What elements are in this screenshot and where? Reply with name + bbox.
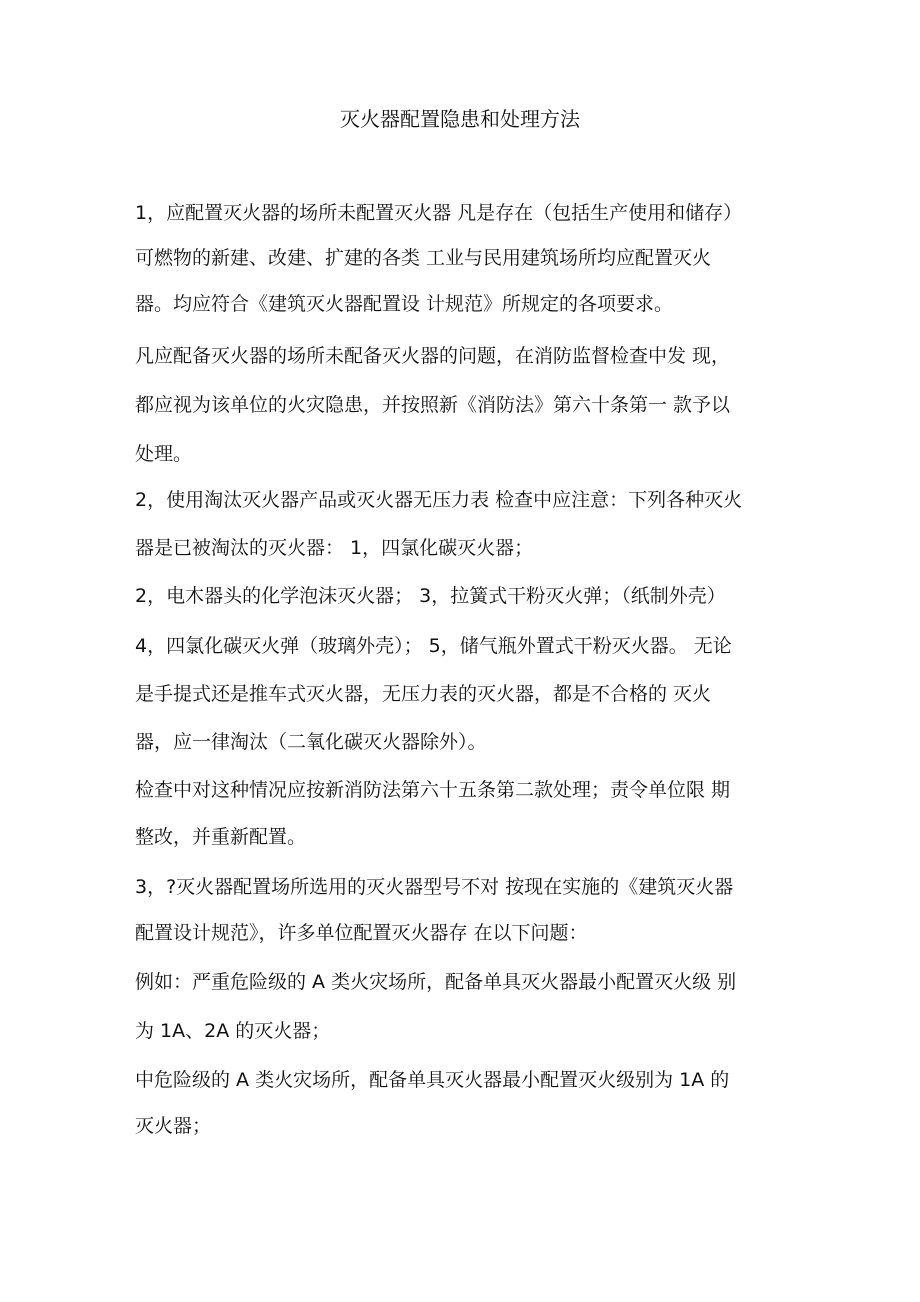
text-line: 2，使用淘汰灭火器产品或灭火器无压力表 检查中应注意：下列各种灭火	[135, 489, 743, 511]
text-line: 配置设计规范》，许多单位配置灭火器存 在以下问题：	[135, 922, 588, 944]
text-line: 处理。	[135, 443, 193, 465]
text-line: 可燃物的新建、改建、扩建的各类 工业与民用建筑场所均应配置灭火	[135, 247, 712, 269]
text-line: 中危险级的 A 类火灾场所，配备单具灭火器最小配置灭火级别为 1A 的	[135, 1069, 730, 1091]
text-line: 检查中对这种情况应按新消防法第六十五条第二款处理；责令单位限 期	[135, 779, 731, 801]
text-line: 器。均应符合《建筑灭火器配置设 计规范》所规定的各项要求。	[135, 293, 674, 315]
text-line: 器是已被淘汰的灭火器： 1，四氯化碳灭火器；	[135, 537, 534, 559]
text-line: 例如：严重危险级的 A 类火灾场所，配备单具灭火器最小配置灭火级 别	[135, 971, 737, 993]
text-line: 2，电木器头的化学泡沫灭火器； 3，拉簧式干粉灭火弹；（纸制外壳）	[135, 585, 726, 607]
text-line: 器，应一律淘汰（二氧化碳灭火器除外）。	[135, 731, 487, 753]
text-line: 4，四氯化碳灭火弹（玻璃外壳）； 5，储气瓶外置式干粉灭火器。 无论	[135, 635, 732, 657]
text-line: 是手提式还是推车式灭火器，无压力表的灭火器，都是不合格的 灭火	[135, 683, 712, 705]
text-line: 灭火器；	[135, 1115, 212, 1137]
text-line: 为 1A、2A 的灭火器；	[135, 1020, 331, 1042]
text-line: 3，?灭火器配置场所选用的灭火器型号不对 按现在实施的《建筑灭火器	[135, 876, 734, 898]
text-line: 整改，并重新配置。	[135, 826, 307, 848]
document-title: 灭火器配置隐患和处理方法	[340, 107, 580, 131]
text-line: 凡应配备灭火器的场所未配备灭火器的问题，在消防监督检查中发 现，	[135, 345, 731, 367]
text-line: 都应视为该单位的火灾隐患，并按照新《消防法》第六十条第一 款予以	[135, 394, 731, 416]
text-line: 1，应配置灭火器的场所未配置灭火器 凡是存在（包括生产使用和储存）	[135, 202, 743, 224]
